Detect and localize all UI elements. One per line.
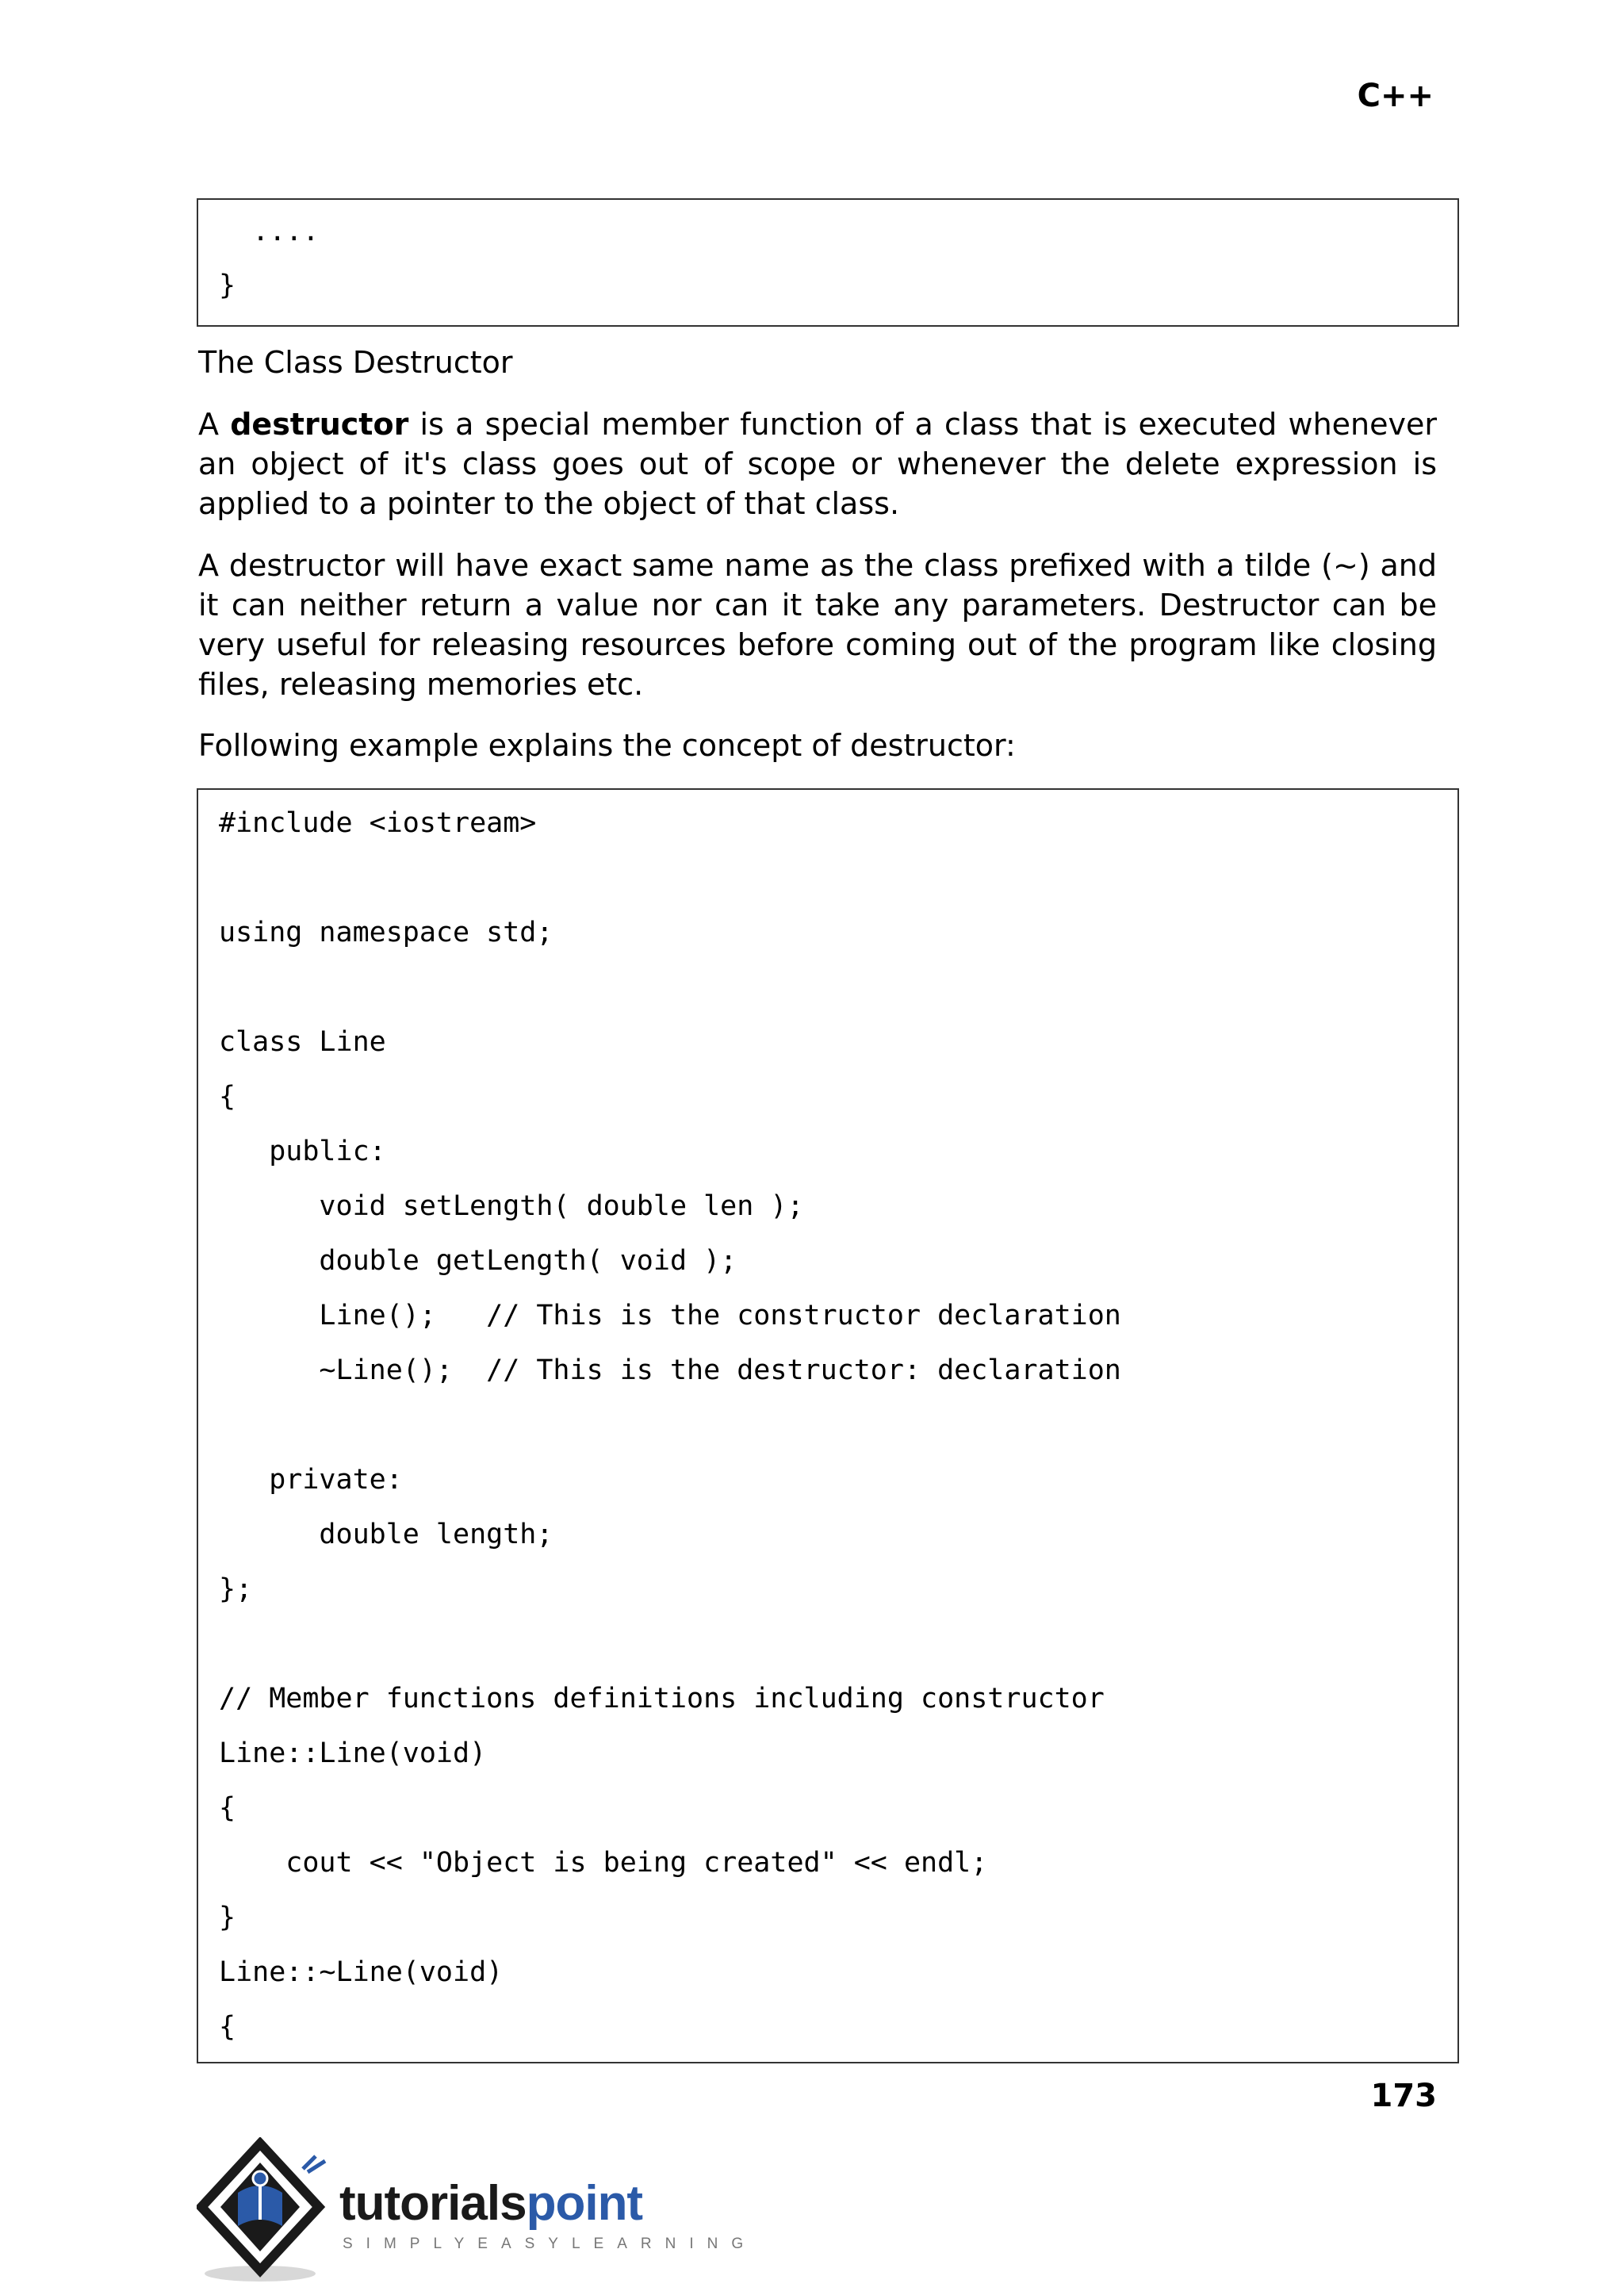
section-title: The Class Destructor (198, 345, 513, 380)
code-line: Line::~Line(void) (219, 1956, 504, 1988)
code-line: { (219, 1792, 236, 1824)
page-header-title: C++ (1357, 78, 1434, 114)
paragraph-example-intro: Following example explains the concept of destructor: (198, 728, 1016, 763)
code-line: // Member functions definitions including constructor (219, 1683, 1105, 1715)
code-line: { (219, 1081, 236, 1113)
code-line: public: (219, 1136, 386, 1167)
tutorialspoint-logo (197, 2137, 757, 2288)
paragraph-destructor-definition (198, 404, 1437, 523)
paragraph-lead: A (198, 407, 231, 442)
code-line: private: (219, 1464, 403, 1496)
code-line: using namespace std; (219, 917, 553, 948)
logo-diamond-icon (197, 2137, 339, 2288)
code-block-destructor-example (197, 788, 1459, 2063)
code-line: ~Line(); // This is the destructor: declaration (219, 1354, 1121, 1386)
paragraph-rest: is a special member function of a class that is executed whenever an object of it's class goes out of scope or whenever the delete expression is applied to a pointer to the object of that class. (198, 407, 1437, 521)
logo-tagline: SIMPLYEASYLEARNING (343, 2236, 757, 2252)
code-line: class Line (219, 1026, 386, 1058)
code-line: } (219, 1902, 236, 1933)
paragraph-destructor-details: A destructor will have exact same name as the class prefixed with a tilde (~) and it can neither return a value nor can it take any parameters. Destructor can be very useful for releasing resources before coming out of the program like closing files, releasing memories etc. (198, 548, 1437, 702)
code-line: #include <iostream> (219, 807, 537, 839)
page-number: 173 (1370, 2078, 1437, 2114)
logo-word-tutorials: tutorials (339, 2176, 527, 2231)
code-line: Line::Line(void) (219, 1738, 487, 1769)
code-line: }; (219, 1573, 253, 1605)
code-line: cout << "Object is being created" << endl; (219, 1847, 988, 1879)
code-line: { (219, 2011, 236, 2043)
code-line: void setLength( double len ); (219, 1190, 804, 1222)
logo-word-point: point (526, 2176, 643, 2231)
code-line: } (219, 270, 236, 301)
destructor-term: destructor (230, 407, 409, 442)
code-line: double length; (219, 1519, 553, 1550)
code-block-continuation (197, 198, 1459, 327)
code-line: Line(); // This is the constructor declaration (219, 1300, 1121, 1331)
code-line: double getLength( void ); (219, 1245, 737, 1277)
code-line: .... (219, 216, 320, 247)
logo-wordmark (339, 2175, 642, 2232)
